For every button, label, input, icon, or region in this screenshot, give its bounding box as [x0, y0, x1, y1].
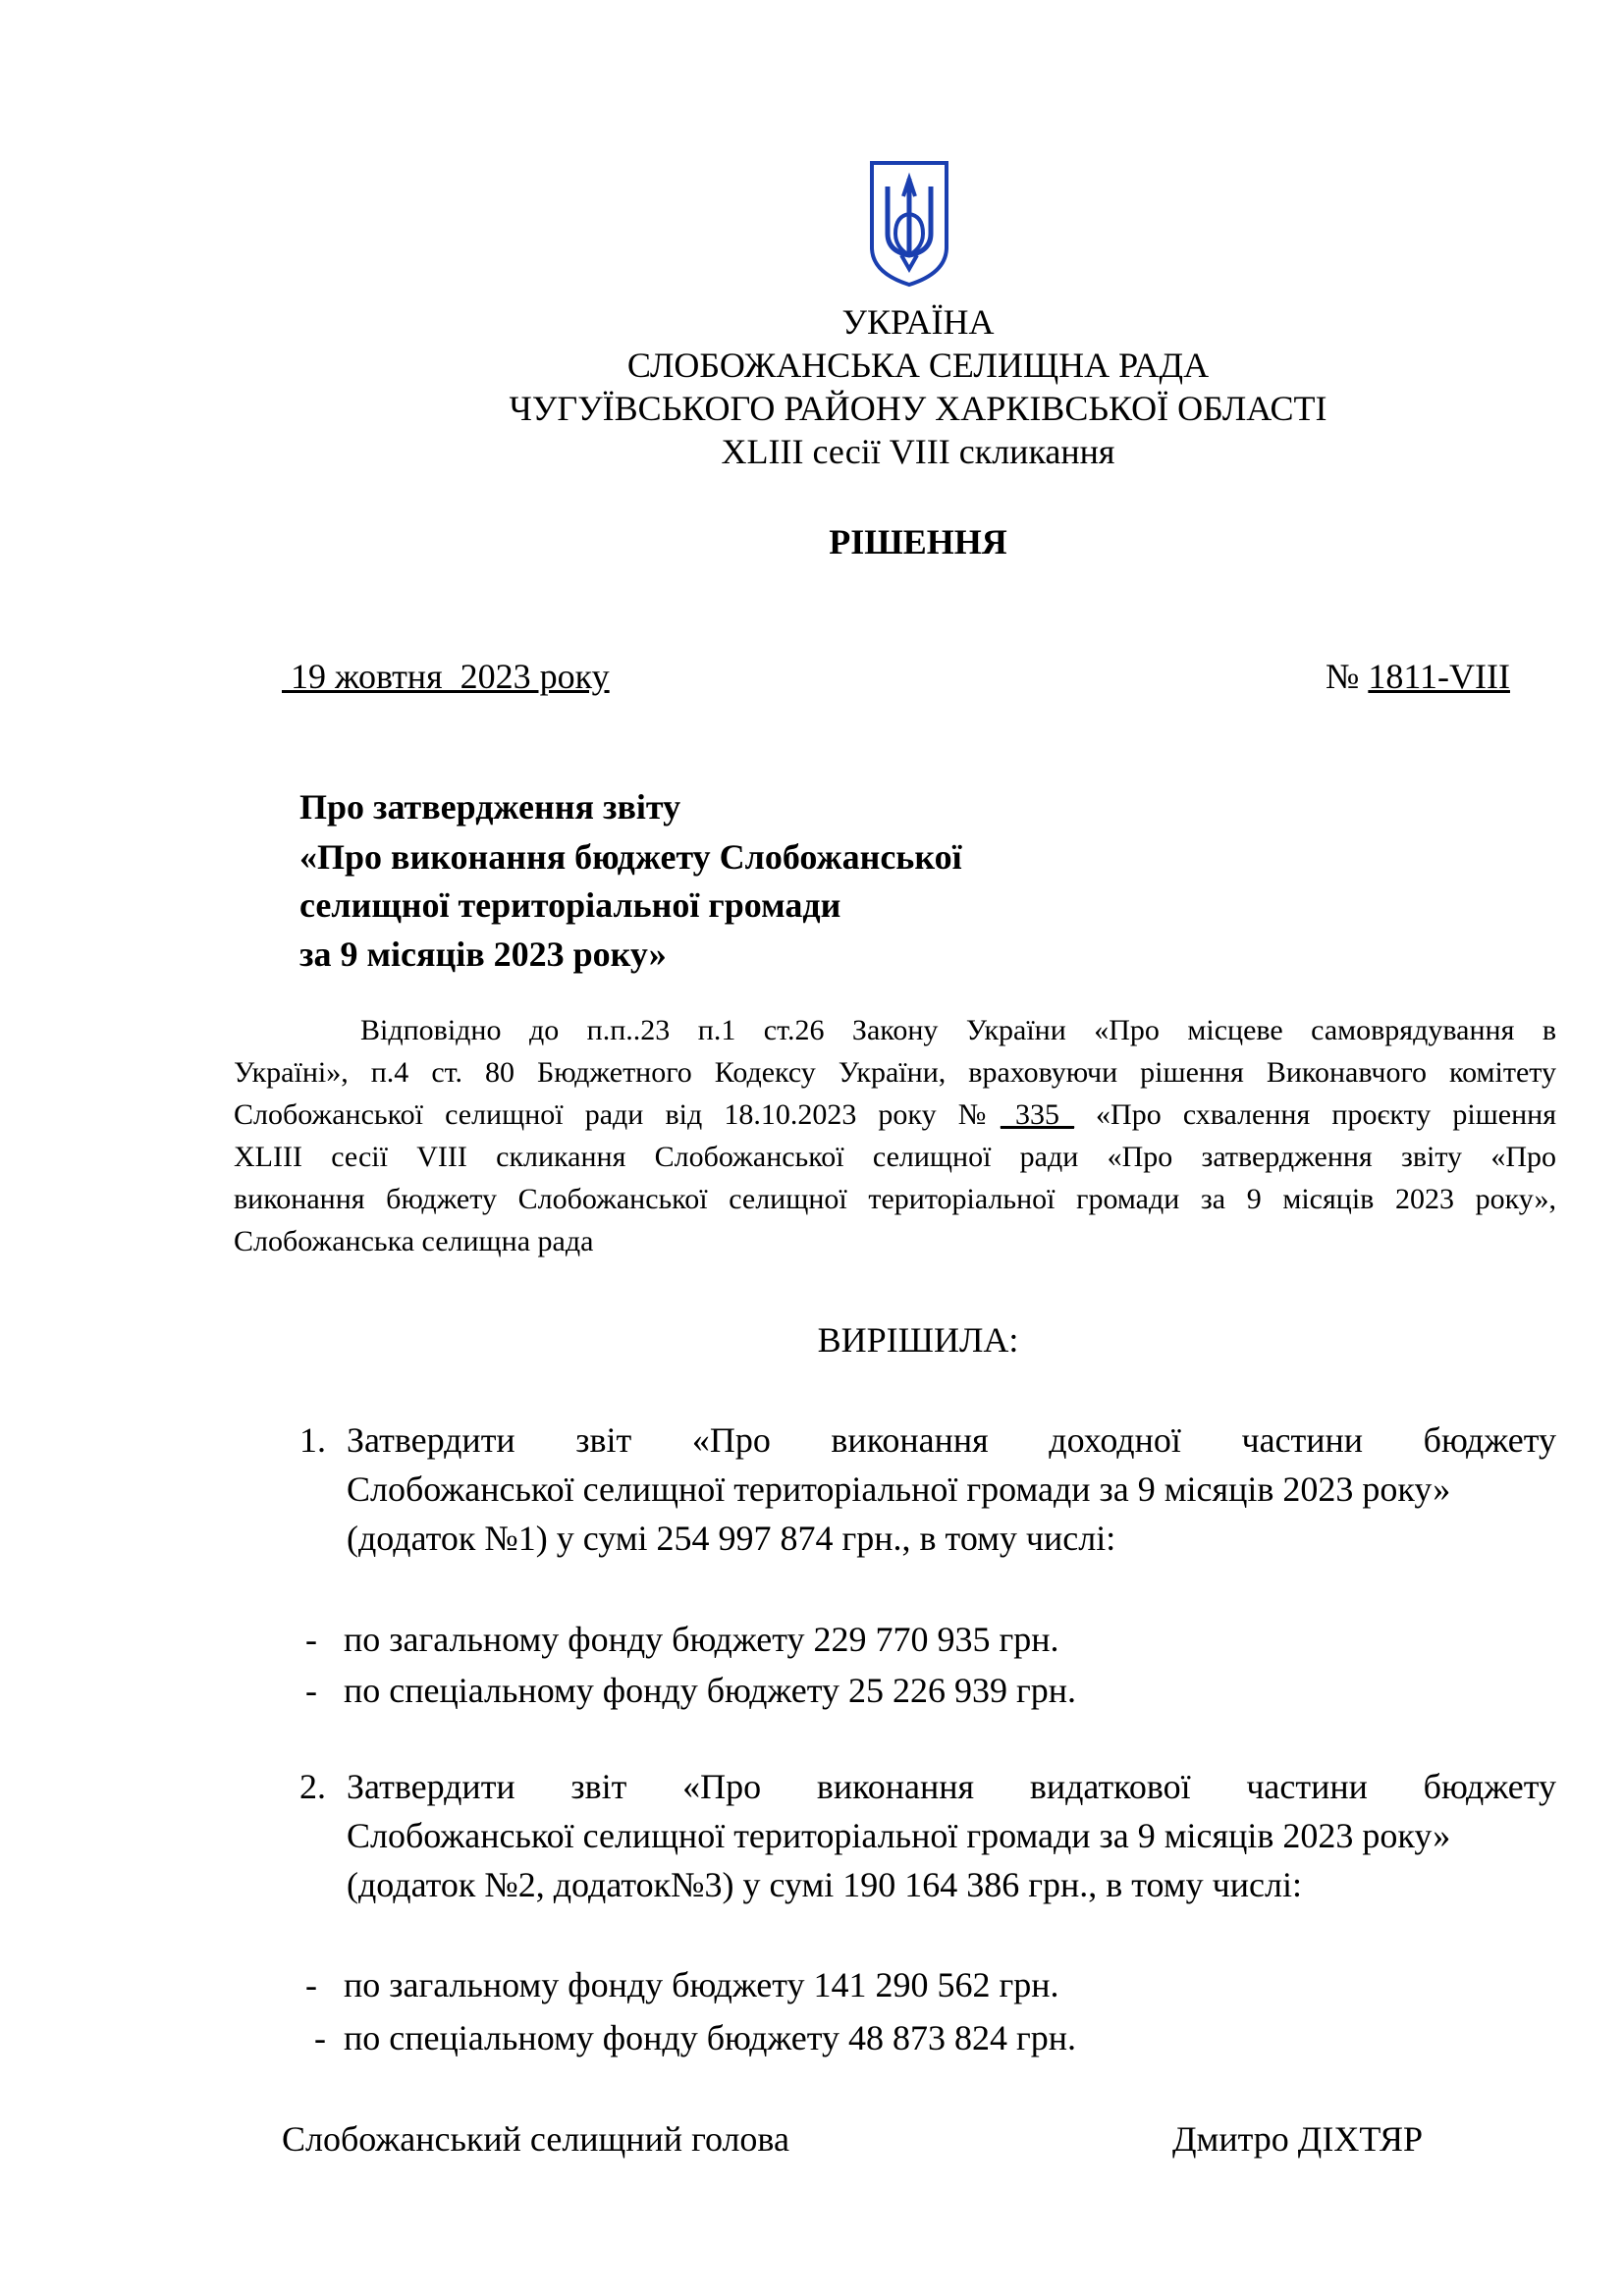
document-type: РІШЕННЯ [829, 522, 1007, 561]
preamble-line: XLIII сесії VIII скликання Слобожанської селищної ради «Про затвердження звіту «Про [234, 1141, 1556, 1173]
preamble-line: виконання бюджету Слобожанської селищної територіальної громади за 9 місяців 2023 року», [234, 1183, 1556, 1215]
item-line: Слобожанської селищної територіальної громади за 9 місяців 2023 року» [347, 1469, 1451, 1509]
preamble-line: Слобожанська селищна рада [234, 1225, 594, 1257]
item-line: (додаток №1) у сумі 254 997 874 грн., в тому числі: [347, 1519, 1116, 1558]
subject-line: за 9 місяців 2023 року» [299, 934, 667, 974]
header-district: ЧУГУЇВСЬКОГО РАЙОНУ ХАРКІВСЬКОЇ ОБЛАСТІ [509, 389, 1327, 428]
item-number: 1. [299, 1420, 326, 1460]
header-session: XLIII сесії VIII скликання [721, 432, 1115, 471]
subject-line: селищної територіальної громади [299, 885, 841, 925]
fund-list-item: - по загальному фонду бюджету 229 770 935 грн. [305, 1620, 1059, 1659]
executive-decision-number: _335_ [1000, 1098, 1074, 1131]
preamble-text: «Про схвалення проєкту рішення [1073, 1098, 1556, 1131]
decision-item [299, 1762, 1556, 1909]
item-line: Затвердити звіт «Про виконання доходної частини бюджету [347, 1420, 1556, 1460]
header-council: СЛОБОЖАНСЬКА СЕЛИЩНА РАДА [626, 346, 1210, 385]
preamble-text: Слобожанської селищної ради від 18.10.2023 року № [234, 1098, 1001, 1131]
item-line: (додаток №2, додаток№3) у сумі 190 164 386 грн., в тому числі: [347, 1865, 1302, 1904]
decision-date: 19 жовтня 2023 року [282, 657, 610, 696]
subject-line: «Про виконання бюджету Слобожанської [299, 837, 962, 877]
fund-list-item: - по загальному фонду бюджету 141 290 562 грн. [305, 1965, 1059, 2004]
decided-heading: ВИРІШИЛА: [817, 1320, 1019, 1360]
ukraine-coat-of-arms-icon [866, 157, 952, 291]
signatory-name: Дмитро ДІХТЯР [1172, 2119, 1423, 2159]
decision-item [299, 1415, 1556, 1563]
header-country: УКРАЇНА [841, 302, 995, 342]
number-prefix: № [1326, 657, 1369, 696]
preamble-line: Відповідно до п.п..23 п.1 ст.26 Закону України «Про місцеве самоврядування в [360, 1014, 1556, 1046]
preamble-paragraph [234, 1009, 1556, 1262]
subject-line: Про затвердження звіту [299, 787, 681, 827]
item-line: Затвердити звіт «Про виконання видаткової частини бюджету [347, 1767, 1556, 1806]
fund-list-item: - по спеціальному фонду бюджету 48 873 824 грн. [305, 2018, 1077, 2057]
fund-list-item: - по спеціальному фонду бюджету 25 226 939 грн. [305, 1671, 1077, 1710]
preamble-line [234, 1094, 1556, 1136]
number-value: 1811-VIII [1368, 657, 1510, 696]
preamble-line: Україні», п.4 ст. 80 Бюджетного Кодексу України, враховуючи рішення Виконавчого комітету [234, 1056, 1556, 1089]
decision-number [1326, 655, 1510, 698]
item-number: 2. [299, 1767, 326, 1806]
item-line: Слобожанської селищної територіальної громади за 9 місяців 2023 року» [347, 1816, 1451, 1855]
signatory-title: Слобожанський селищний голова [282, 2119, 789, 2159]
